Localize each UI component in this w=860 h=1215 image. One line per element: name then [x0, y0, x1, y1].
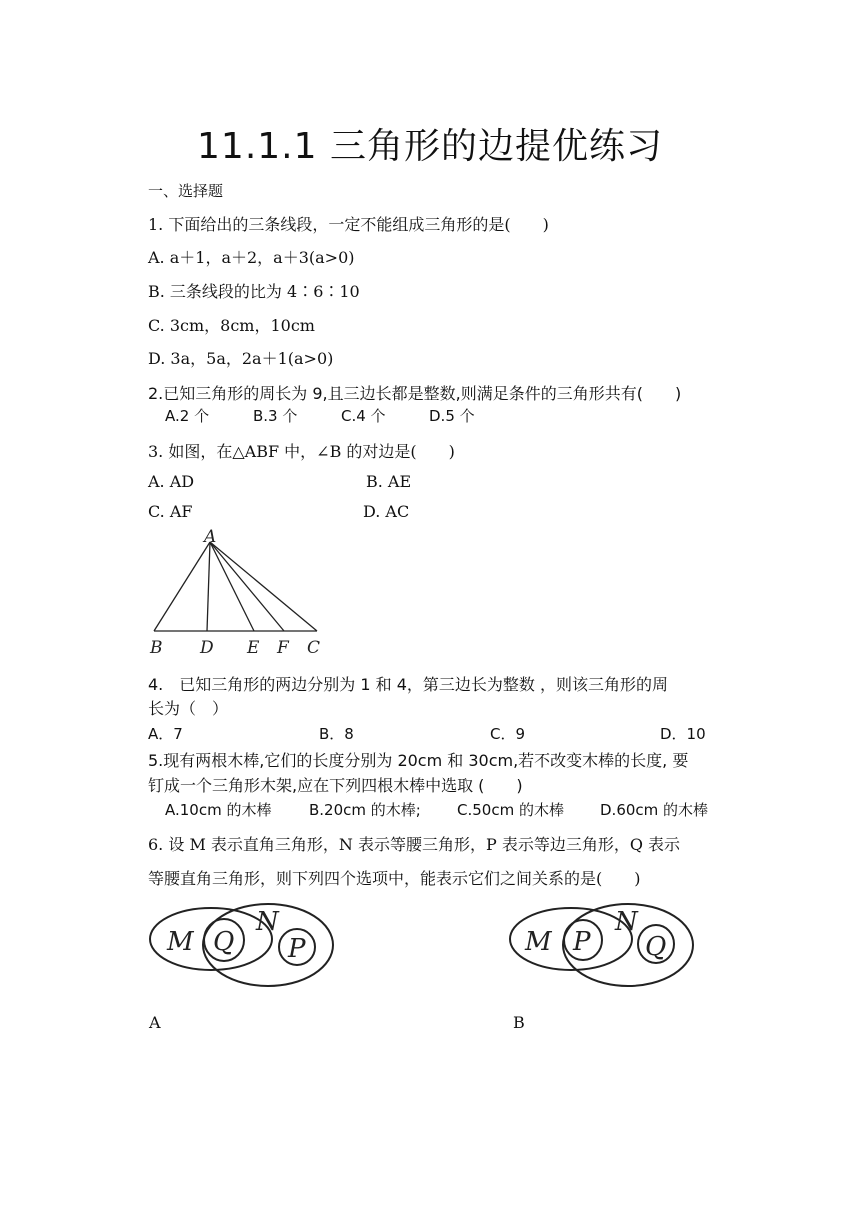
q4-stem-line1: 4. 已知三角形的两边分别为 1 和 4，第三边长为整数 ，则该三角形的周: [148, 675, 668, 694]
label-q: Q: [213, 927, 235, 957]
label-m: M: [525, 927, 552, 957]
q2-option-d: D.5 个: [429, 407, 475, 425]
q2-stem: 2.已知三角形的周长为 9,且三边长都是整数,则满足条件的三角形共有( ): [148, 384, 682, 403]
label-a: A: [204, 527, 217, 547]
q2-option-c: C.4 个: [341, 407, 386, 425]
q5-option-c: C.50cm 的木棒: [457, 801, 564, 819]
label-m: M: [167, 927, 194, 957]
page-title: 11.1.1 三角形的边提优练习: [197, 126, 663, 167]
label-c: C: [307, 638, 321, 658]
q5-stem-line1: 5.现有两根木棒,它们的长度分别为 20cm 和 30cm,若不改变木棒的长度, 要: [148, 751, 689, 770]
q6-stem-line1: 6. 设 M 表示直角三角形，N 表示等腰三角形，P 表示等边三角形，Q 表示: [148, 835, 681, 854]
q2-option-b: B.3 个: [253, 407, 298, 425]
q4-option-c: C．9: [490, 725, 526, 743]
q1-option-c: C. 3cm，8cm，10cm: [148, 316, 315, 335]
q5-option-a: A.10cm 的木棒: [165, 801, 272, 819]
q6-stem-line2: 等腰直角三角形，则下列四个选项中，能表示它们之间关系的是( ): [148, 869, 641, 888]
diagram-a-caption: A: [149, 1013, 161, 1032]
q3-stem: 3. 如图，在△ABF 中，∠B 的对边是( ): [148, 442, 455, 461]
q1-stem: 1. 下面给出的三条线段，一定不能组成三角形的是( ): [148, 215, 549, 234]
label-p: P: [573, 927, 591, 957]
q1-option-b: B. 三条线段的比为 4∶6∶10: [148, 282, 360, 301]
triangle-figure: [140, 525, 340, 660]
segment-ad: [207, 542, 210, 631]
label-d: D: [200, 638, 214, 658]
label-e: E: [247, 638, 260, 658]
section-heading: 一、选择题: [148, 182, 224, 200]
label-p: P: [288, 934, 306, 964]
q5-option-d: D.60cm 的木棒: [600, 801, 709, 819]
segment-ab: [154, 542, 210, 631]
venn-diagram-a: [145, 900, 340, 995]
venn-diagram-b: [505, 900, 700, 995]
q4-option-d: D．10: [660, 725, 706, 743]
q3-option-c: C. AF: [148, 502, 193, 521]
q2-option-a: A.2 个: [165, 407, 210, 425]
q3-option-b: B. AE: [366, 472, 412, 491]
q1-option-d: D. 3a，5a，2a＋1(a>0): [148, 349, 334, 368]
q5-stem-line2: 钉成一个三角形木架,应在下列四根木棒中选取 ( ): [148, 776, 523, 795]
q4-stem-line2: 长为（ ）: [148, 699, 229, 718]
q3-option-d: D. AC: [363, 502, 410, 521]
q4-option-b: B．8: [319, 725, 354, 743]
diagram-b-caption: B: [513, 1013, 525, 1032]
q3-option-a: A. AD: [148, 472, 195, 491]
label-b: B: [150, 638, 163, 658]
q1-option-a: A. a＋1，a＋2，a＋3(a>0): [148, 248, 355, 267]
label-q: Q: [645, 932, 667, 962]
label-n: N: [256, 907, 279, 937]
label-n: N: [615, 907, 638, 937]
q4-option-a: A．7: [148, 725, 183, 743]
q5-option-b: B.20cm 的木棒;: [309, 801, 421, 819]
label-f: F: [277, 638, 289, 658]
segment-ac: [210, 542, 317, 631]
